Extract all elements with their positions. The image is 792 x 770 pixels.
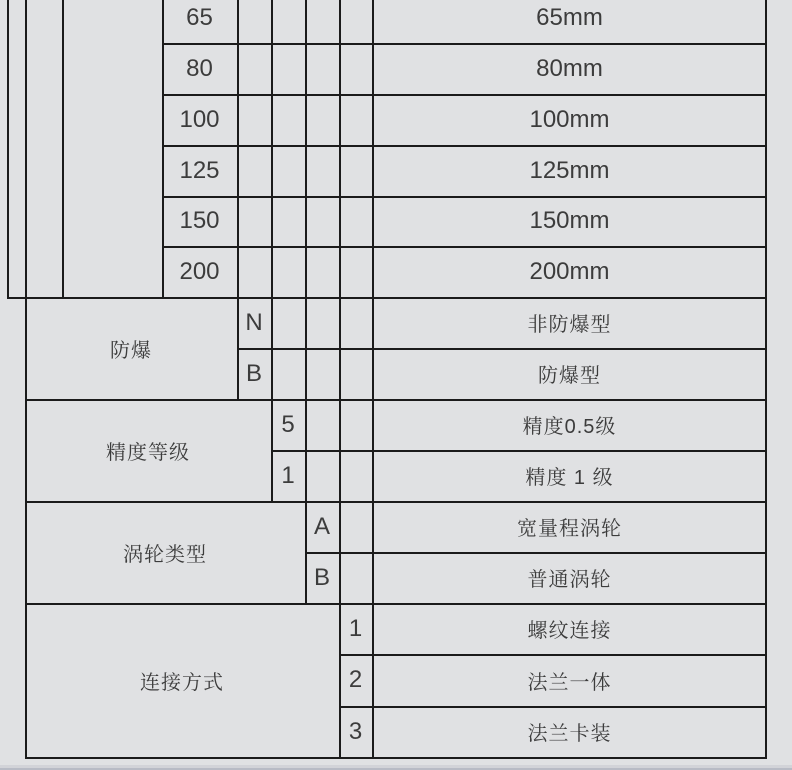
section-label-connection-type: 连接方式 — [140, 671, 224, 694]
option-desc-cell: 非防爆型 — [527, 314, 612, 336]
size-code-cell: 100 — [179, 105, 220, 133]
option-code-cell: 1 — [348, 614, 363, 642]
option-code-cell: 3 — [348, 717, 363, 745]
size-desc-cell: 80mm — [536, 54, 603, 82]
option-code-cell: N — [245, 308, 263, 336]
size-code-cell: 125 — [179, 156, 220, 184]
size-desc-cell: 100mm — [529, 105, 610, 133]
option-desc-cell: 法兰卡装 — [527, 723, 612, 745]
size-code-cell: 65 — [186, 3, 213, 31]
option-code-cell: B — [245, 359, 262, 387]
option-desc-cell: 精度0.5级 — [522, 416, 617, 438]
grid-line-vertical — [62, 0, 64, 299]
option-code-cell: 2 — [348, 666, 363, 693]
size-desc-cell: 65mm — [536, 3, 603, 31]
grid-line-horizontal — [25, 757, 767, 759]
size-desc-cell: 200mm — [529, 257, 610, 285]
option-code-cell: 1 — [281, 461, 295, 489]
option-desc-cell: 螺纹连接 — [527, 620, 612, 642]
option-desc-cell: 精度 1 级 — [525, 467, 614, 489]
option-desc-cell: 法兰一体 — [527, 671, 612, 694]
size-desc-cell: 150mm — [529, 207, 610, 234]
option-code-cell: B — [313, 563, 330, 591]
option-code-cell: 5 — [281, 410, 295, 438]
section-label-accuracy-class: 精度等级 — [106, 441, 190, 464]
size-code-cell: 80 — [186, 54, 213, 82]
grid-line-vertical — [7, 0, 9, 299]
option-desc-cell: 普通涡轮 — [527, 569, 612, 591]
size-code-cell: 200 — [179, 257, 220, 285]
option-code-cell: A — [313, 512, 330, 540]
option-desc-cell: 宽量程涡轮 — [517, 518, 622, 540]
option-desc-cell: 防爆型 — [538, 365, 601, 387]
size-desc-cell: 125mm — [529, 156, 610, 184]
size-code-cell: 150 — [179, 207, 220, 234]
section-label-turbine-type: 涡轮类型 — [123, 543, 207, 566]
section-label-explosion-proof: 防爆 — [110, 339, 152, 362]
